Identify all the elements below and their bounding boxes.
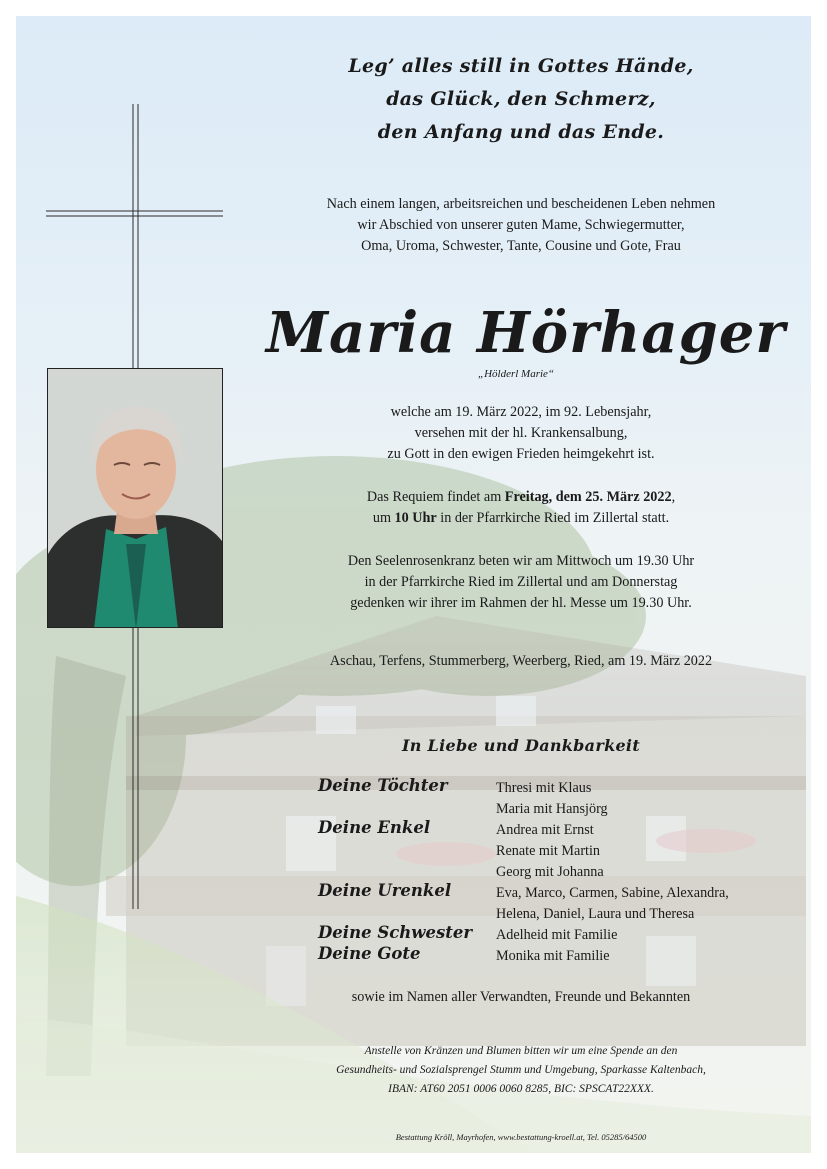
motto-line: Leg’ alles still in Gottes Hände, <box>348 55 694 77</box>
relative-name: Monika mit Familie <box>496 948 610 964</box>
rosary-notice <box>266 551 776 614</box>
undertaker-footer: Bestattung Kröll, Mayrhofen, www.bestattung-kroell.at, Tel. 05285/64500 <box>395 1132 647 1142</box>
relative-name: Maria mit Hansjörg <box>496 801 608 817</box>
thanks-heading: In Liebe und Dankbarkeit <box>401 736 641 755</box>
rosary-line: Den Seelenrosenkranz beten wir am Mittwoch um 19.30 Uhr <box>347 553 695 569</box>
requiem-line <box>266 487 776 508</box>
death-notice-line: zu Gott in den ewigen Frieden heimgekehrt ist. <box>387 446 655 462</box>
relative-names <box>496 778 608 820</box>
relative-names <box>496 883 729 925</box>
relative-label: Deine Gote <box>318 944 421 963</box>
portrait-photo <box>47 368 223 628</box>
obituary-page <box>16 16 811 1153</box>
requiem-text: um <box>372 510 395 526</box>
relative-name: Helena, Daniel, Laura und Theresa <box>496 906 695 922</box>
motto-line: den Anfang und das Ende. <box>377 121 665 143</box>
motto-verse <box>266 50 776 149</box>
requiem-line <box>266 508 776 529</box>
intro-text <box>266 194 776 257</box>
donation-line: Anstelle von Kränzen und Blumen bitten wir um eine Spende an den <box>364 1045 678 1057</box>
requiem-text: Das Requiem findet am <box>366 489 505 505</box>
relative-name: Eva, Marco, Carmen, Sabine, Alexandra, <box>496 885 729 901</box>
motto-line: das Glück, den Schmerz, <box>386 88 656 110</box>
relative-names <box>496 925 617 946</box>
intro-line: Nach einem langen, arbeitsreichen und bescheidenen Leben nehmen <box>326 196 716 212</box>
relative-names <box>496 820 604 883</box>
relative-name: Renate mit Martin <box>496 843 601 859</box>
deceased-nickname: „Hölderl Marie“ <box>477 368 555 380</box>
rosary-line: in der Pfarrkirche Ried im Zillertal und am Donnerstag <box>364 574 678 590</box>
donation-line: IBAN: AT60 2051 0006 0060 8285, BIC: SPSCAT22XXX. <box>388 1083 654 1095</box>
requiem-date: Freitag, dem 25. März 2022 <box>504 489 672 505</box>
relative-name: Thresi mit Klaus <box>496 780 592 796</box>
relative-label: Deine Enkel <box>318 818 431 837</box>
donation-request <box>266 1042 776 1099</box>
relative-label: Deine Schwester <box>318 923 473 942</box>
death-notice-line: versehen mit der hl. Krankensalbung, <box>414 425 628 441</box>
death-notice-line: welche am 19. März 2022, im 92. Lebensjahr, <box>390 404 652 420</box>
family-line: sowie im Namen aller Verwandten, Freunde und Bekannten <box>351 989 691 1005</box>
relative-names <box>496 946 610 967</box>
deceased-name: Maria Hörhager <box>266 300 786 366</box>
requiem-text: , <box>671 489 676 505</box>
relative-name: Adelheid mit Familie <box>496 927 618 943</box>
relative-label: Deine Urenkel <box>318 881 452 900</box>
requiem-text: in der Pfarrkirche Ried im Zillertal statt. <box>436 510 670 526</box>
intro-line: wir Abschied von unserer guten Mame, Schwiegermutter, <box>357 217 685 233</box>
death-notice <box>266 402 776 465</box>
relative-label: Deine Töchter <box>318 776 448 795</box>
place-date: Aschau, Terfens, Stummerberg, Weerberg, Ried, am 19. März 2022 <box>329 653 713 669</box>
intro-line: Oma, Uroma, Schwester, Tante, Cousine und Gote, Frau <box>361 238 681 254</box>
requiem-notice <box>266 487 776 529</box>
relative-name: Andrea mit Ernst <box>496 822 594 838</box>
requiem-time: 10 Uhr <box>394 510 437 526</box>
rosary-line: gedenken wir ihrer im Rahmen der hl. Messe um 19.30 Uhr. <box>350 595 692 611</box>
donation-line: Gesundheits- und Sozialsprengel Stumm und Umgebung, Sparkasse Kaltenbach, <box>336 1064 706 1076</box>
relative-name: Georg mit Johanna <box>496 864 604 880</box>
